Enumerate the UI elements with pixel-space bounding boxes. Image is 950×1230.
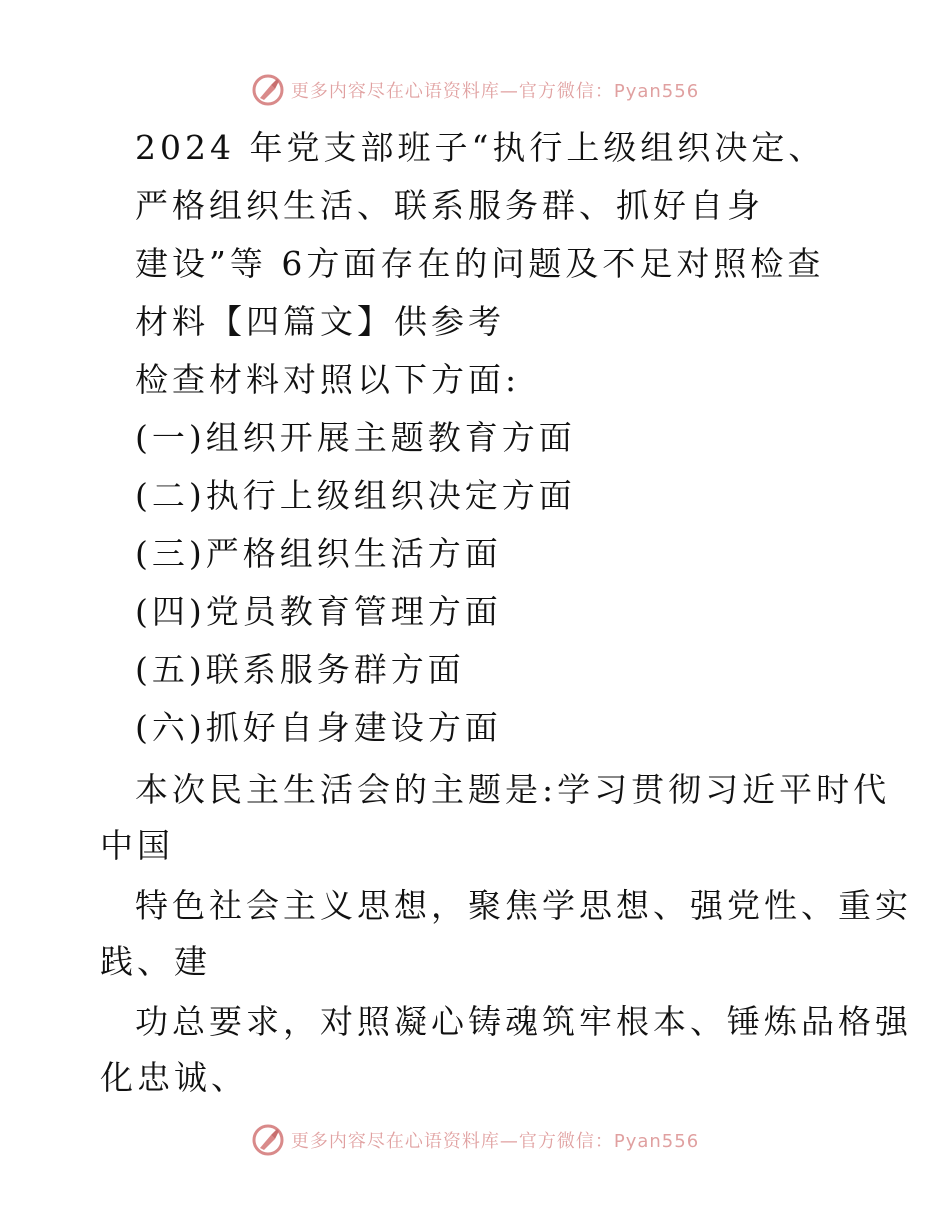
list-item: (四)党员教育管理方面 — [135, 592, 502, 631]
list-item: (六)抓好自身建设方面 — [135, 708, 502, 747]
list-item: (三)严格组织生活方面 — [135, 534, 502, 573]
title-line-3: 建设”等 6方面存在的问题及不足对照检查 — [135, 244, 825, 283]
pen-nib-logo-icon — [251, 73, 285, 107]
paragraph-line: 功总要求，对照凝心铸魂筑牢根本、锤炼品格强 — [135, 1002, 912, 1041]
title-line-2: 严格组织生活、联系服务群、抓好自身 — [135, 186, 764, 225]
title-line-1: 2024 年党支部班子“执行上级组织决定、 — [135, 128, 826, 167]
paragraph-line: 特色社会主义思想，聚焦学思想、强党性、重实 — [135, 886, 912, 925]
watermark-text: 更多内容尽在心语资料库—官方微信：Pyan556 — [290, 1131, 700, 1152]
intro-text: 检查材料对照以下方面: — [135, 360, 521, 399]
paragraph-line: 中国 — [100, 826, 174, 865]
list-item: (一)组织开展主题教育方面 — [135, 418, 576, 457]
pen-nib-logo-icon — [251, 1123, 285, 1157]
paragraph-line: 本次民主生活会的主题是:学习贯彻习近平时代 — [135, 770, 891, 809]
title-line-4: 材料【四篇文】供参考 — [135, 302, 505, 341]
watermark-footer — [0, 1120, 950, 1160]
list-item: (二)执行上级组织决定方面 — [135, 476, 576, 515]
paragraph-line: 化忠诚、 — [100, 1058, 248, 1097]
watermark-header — [0, 70, 950, 110]
paragraph-line: 践、建 — [100, 942, 211, 981]
list-item: (五)联系服务群方面 — [135, 650, 465, 689]
watermark-text: 更多内容尽在心语资料库—官方微信：Pyan556 — [290, 81, 700, 102]
